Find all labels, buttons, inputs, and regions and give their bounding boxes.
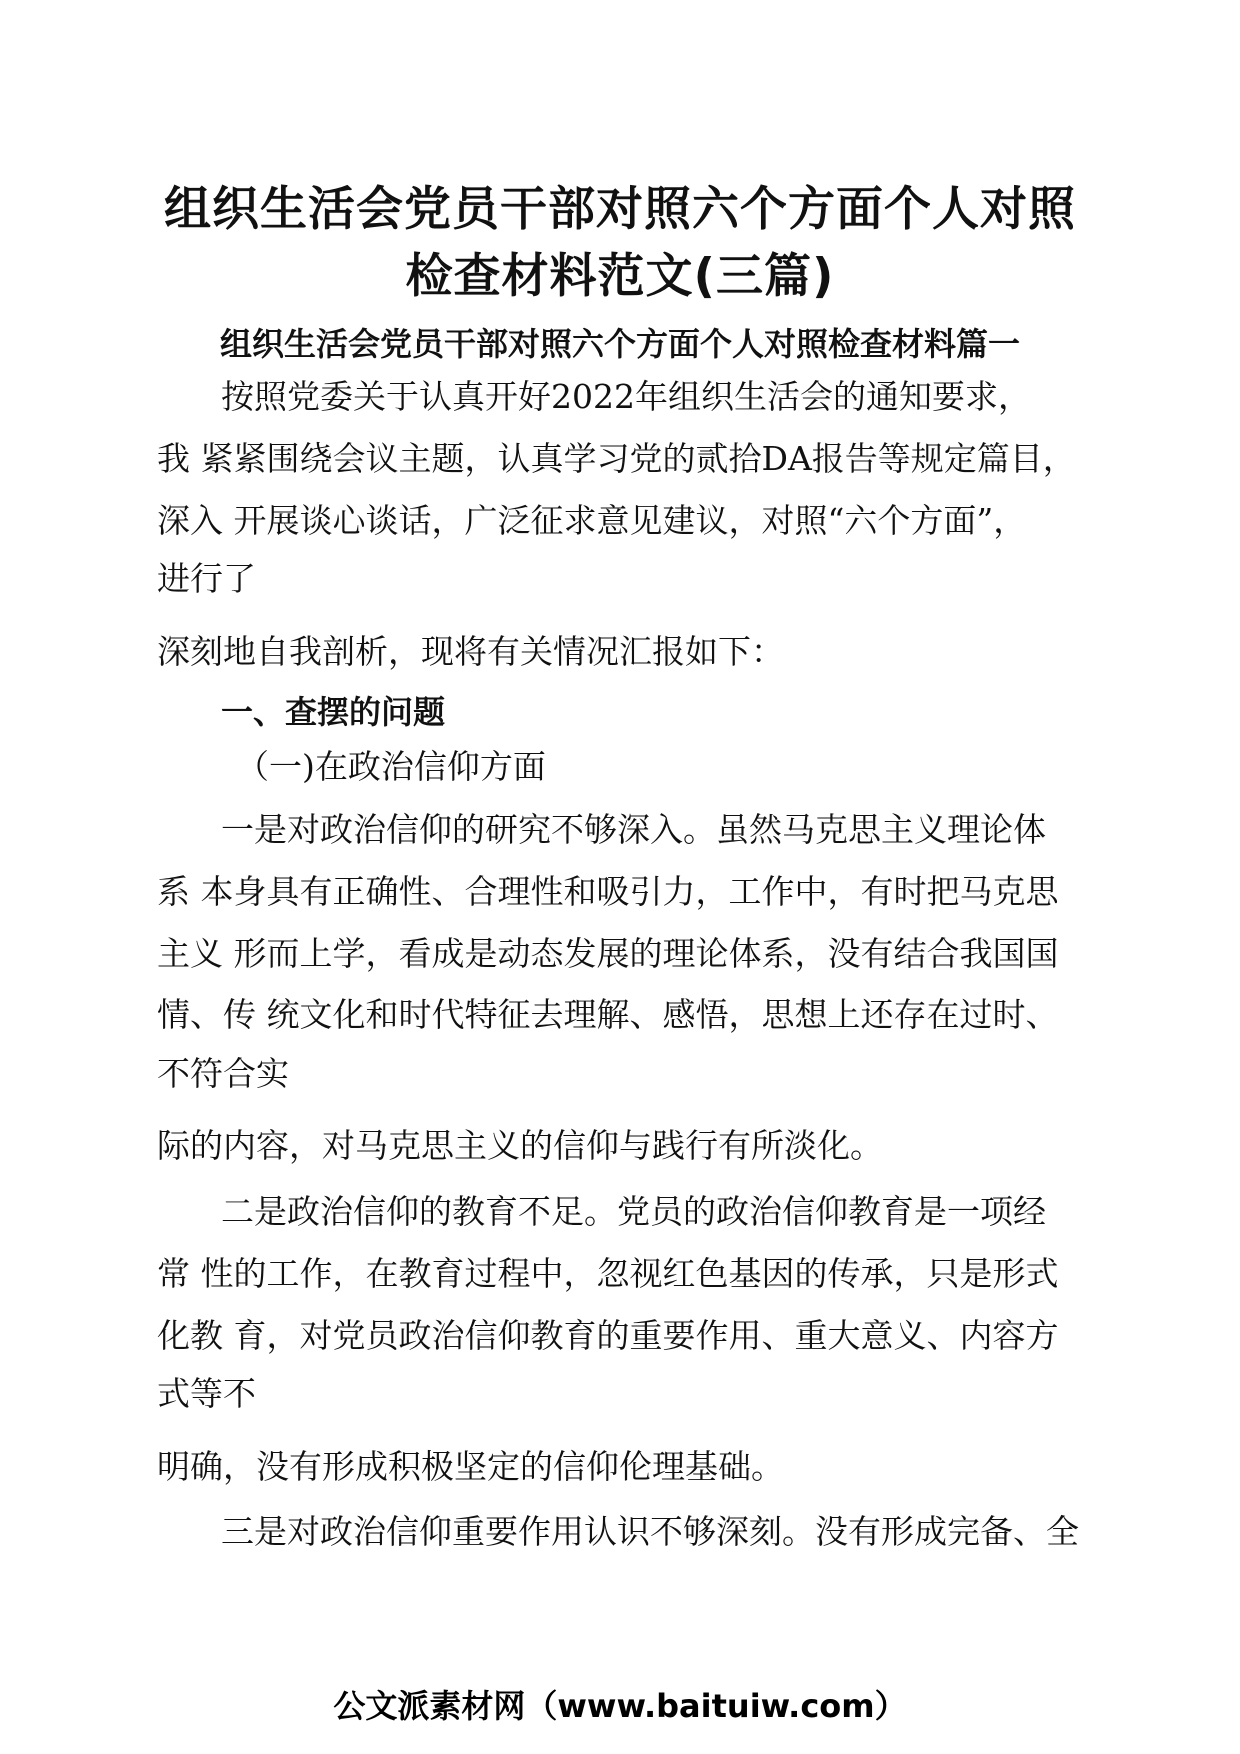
- paragraph-line: 按照党委关于认真开好2022年组织生活会的通知要求，: [221, 377, 1031, 416]
- document-subtitle: 组织生活会党员干部对照六个方面个人对照检查材料篇一: [219, 325, 1020, 363]
- document-title-line-2: 检查材料范文(三篇): [405, 249, 835, 304]
- paragraph-line: 系 本身具有正确性、合理性和吸引力，工作中，有时把马克思: [157, 872, 1059, 911]
- paragraph-line: 深入 开展谈心谈话，广泛征求意见建议，对照“六个方面”，: [157, 501, 1027, 540]
- paragraph-line: 深刻地自我剖析，现将有关情况汇报如下：: [157, 632, 784, 671]
- document-title-line-1: 组织生活会党员干部对照六个方面个人对照: [164, 182, 1076, 237]
- paragraph-line: 我 紧紧围绕会议主题，认真学习党的贰拾DA报告等规定篇目，: [157, 439, 1076, 478]
- paragraph-line: 进行了: [157, 559, 256, 598]
- section-heading: 一、查摆的问题: [221, 693, 446, 731]
- paragraph-line: 式等不: [157, 1374, 256, 1413]
- paragraph-line: 主义 形而上学，看成是动态发展的理论体系，没有结合我国国: [157, 934, 1059, 973]
- subsection-heading: （一)在政治信仰方面: [236, 747, 546, 786]
- paragraph-line: 不符合实: [157, 1054, 289, 1093]
- footer-watermark-text: 公文派素材网（www.baituiw.com）: [333, 1687, 907, 1725]
- paragraph-line: 一是对政治信仰的研究不够深入。虽然马克思主义理论体: [221, 810, 1046, 849]
- paragraph-line: 际的内容，对马克思主义的信仰与践行有所淡化。: [157, 1126, 883, 1165]
- paragraph-line: 二是政治信仰的教育不足。党员的政治信仰教育是一项经: [221, 1192, 1046, 1231]
- paragraph-line: 常 性的工作，在教育过程中，忽视红色基因的传承，只是形式: [157, 1254, 1059, 1293]
- paragraph-line: 明确，没有形成积极坚定的信仰伦理基础。: [157, 1447, 784, 1486]
- paragraph-line: 三是对政治信仰重要作用认识不够深刻。没有形成完备、全: [221, 1512, 1079, 1551]
- paragraph-line: 化教 育，对党员政治信仰教育的重要作用、重大意义、内容方: [157, 1316, 1059, 1355]
- paragraph-line: 情、传 统文化和时代特征去理解、感悟，思想上还存在过时、: [157, 995, 1059, 1034]
